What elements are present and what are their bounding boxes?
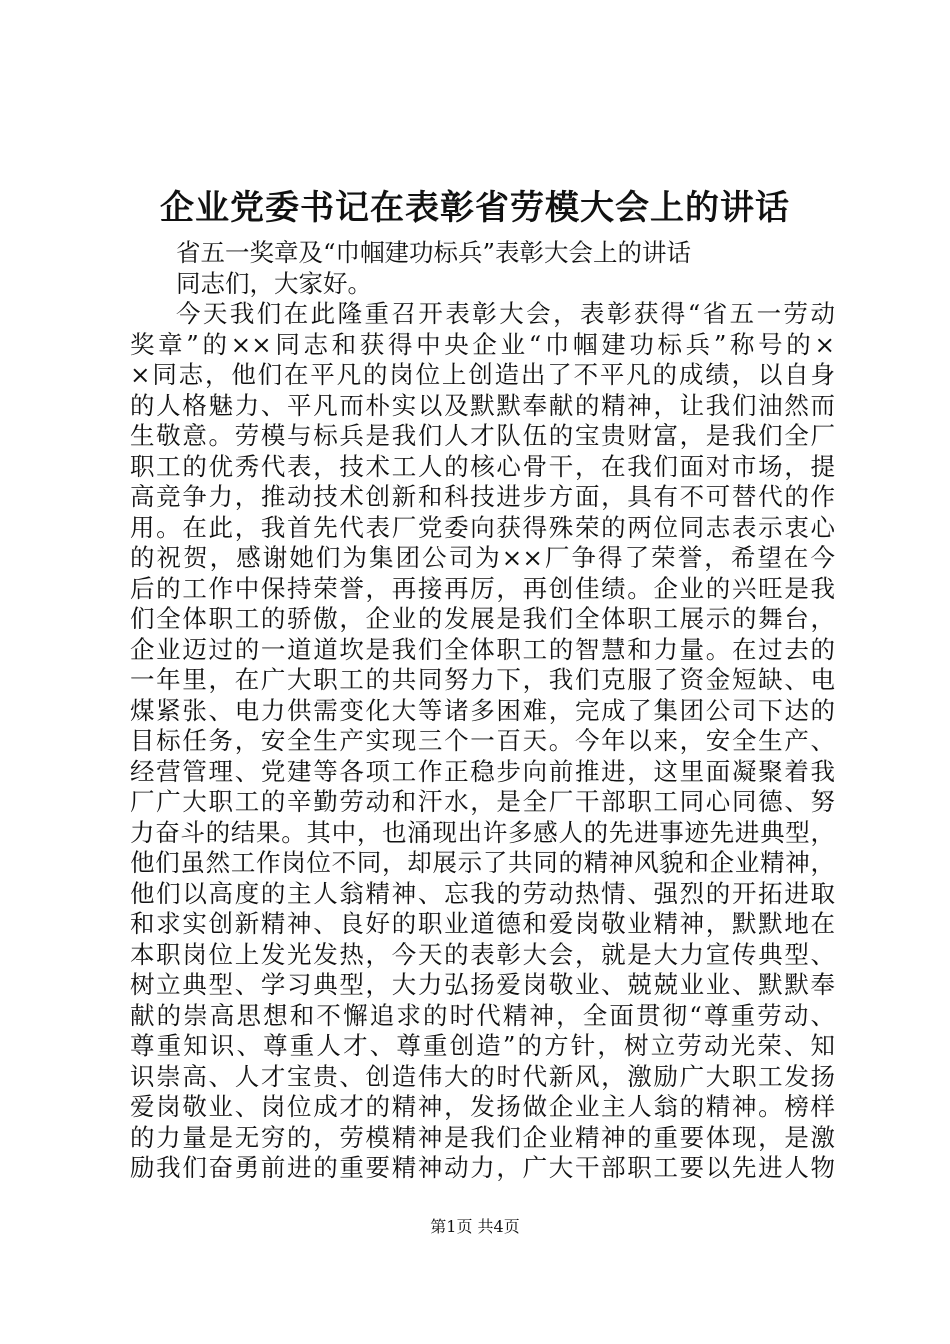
paragraph-line: 企业迈过的一道道坎是我们全体职工的智慧和力量。在过去的 [130, 634, 835, 664]
paragraph-line: 们全体职工的骄傲，企业的发展是我们全体职工展示的舞台， [130, 604, 835, 633]
paragraph-line: 识崇高、人才宝贵、创造伟大的时代新风，激励广大职工发扬 [130, 1061, 835, 1091]
paragraph-line: 今天我们在此隆重召开表彰大会，表彰获得“省五一劳动 [176, 299, 835, 328]
paragraph-line: 奖章”的××同志和获得中央企业“巾帼建功标兵”称号的× [130, 329, 835, 359]
paragraph-line: 一年里，在广大职工的共同努力下，我们克服了资金短缺、电 [130, 665, 835, 694]
paragraph-line: 爱岗敬业、岗位成才的精神，发扬做企业主人翁的精神。榜样 [130, 1092, 835, 1121]
paragraph-line: 励我们奋勇前进的重要精神动力，广大干部职工要以先进人物 [130, 1153, 835, 1182]
paragraph-line: 厂广大职工的辛勤劳动和汗水，是全厂干部职工同心同德、努 [130, 787, 835, 816]
subtitle-line: 省五一奖章及“巾帼建功标兵”表彰大会上的讲话 [176, 238, 692, 267]
paragraph-line: 用。在此，我首先代表厂党委向获得殊荣的两位同志表示衷心 [130, 512, 835, 542]
paragraph-line: 的人格魅力、平凡而朴实以及默默奉献的精神，让我们油然而 [130, 390, 835, 420]
document-title: 企业党委书记在表彰省劳模大会上的讲话 [160, 188, 790, 228]
paragraph-line: 本职岗位上发光发热，今天的表彰大会，就是大力宣传典型、 [130, 939, 835, 969]
paragraph-line: 献的崇高思想和不懈追求的时代精神，全面贯彻“尊重劳动、 [130, 1000, 835, 1030]
paragraph-line: 目标任务，安全生产实现三个一百天。今年以来，安全生产、 [130, 726, 835, 755]
paragraph-line: 力奋斗的结果。其中，也涌现出许多感人的先进事迹先进典型， [130, 817, 835, 847]
paragraph-line: 树立典型、学习典型，大力弘扬爱岗敬业、兢兢业业、默默奉 [130, 970, 835, 999]
document-body [130, 238, 835, 1184]
paragraph-line: 和求实创新精神、良好的职业道德和爱岗敬业精神，默默地在 [130, 909, 835, 938]
paragraph-line: 经营管理、党建等各项工作正稳步向前推进，这里面凝聚着我 [130, 756, 835, 786]
paragraph-line: 生敬意。劳模与标兵是我们人才队伍的宝贵财富，是我们全厂 [130, 421, 835, 450]
paragraph-line: 的力量是无穷的，劳模精神是我们企业精神的重要体现，是激 [130, 1122, 835, 1152]
paragraph-line: 尊重知识、尊重人才、尊重创造”的方针，树立劳动光荣、知 [130, 1031, 835, 1060]
paragraph-line: 高竞争力，推动技术创新和科技进步方面，具有不可替代的作 [130, 482, 835, 511]
paragraph-line: 的祝贺，感谢她们为集团公司为××厂争得了荣誉，希望在今 [130, 543, 835, 572]
paragraph-line: ×同志，他们在平凡的岗位上创造出了不平凡的成绩，以自身 [130, 360, 835, 389]
paragraph-line: 煤紧张、电力供需变化大等诸多困难，完成了集团公司下达的 [130, 695, 835, 725]
paragraph-line: 后的工作中保持荣誉，再接再厉，再创佳绩。企业的兴旺是我 [130, 573, 835, 603]
paragraph-line: 他们以高度的主人翁精神、忘我的劳动热情、强烈的开拓进取 [130, 878, 835, 908]
paragraph-line: 他们虽然工作岗位不同，却展示了共同的精神风貌和企业精神， [130, 848, 835, 877]
paragraph-line: 职工的优秀代表，技术工人的核心骨干，在我们面对市场，提 [130, 451, 835, 481]
page-number-footer: 第1页 共4页 [430, 1217, 520, 1236]
greeting-line: 同志们，大家好。 [176, 268, 372, 298]
